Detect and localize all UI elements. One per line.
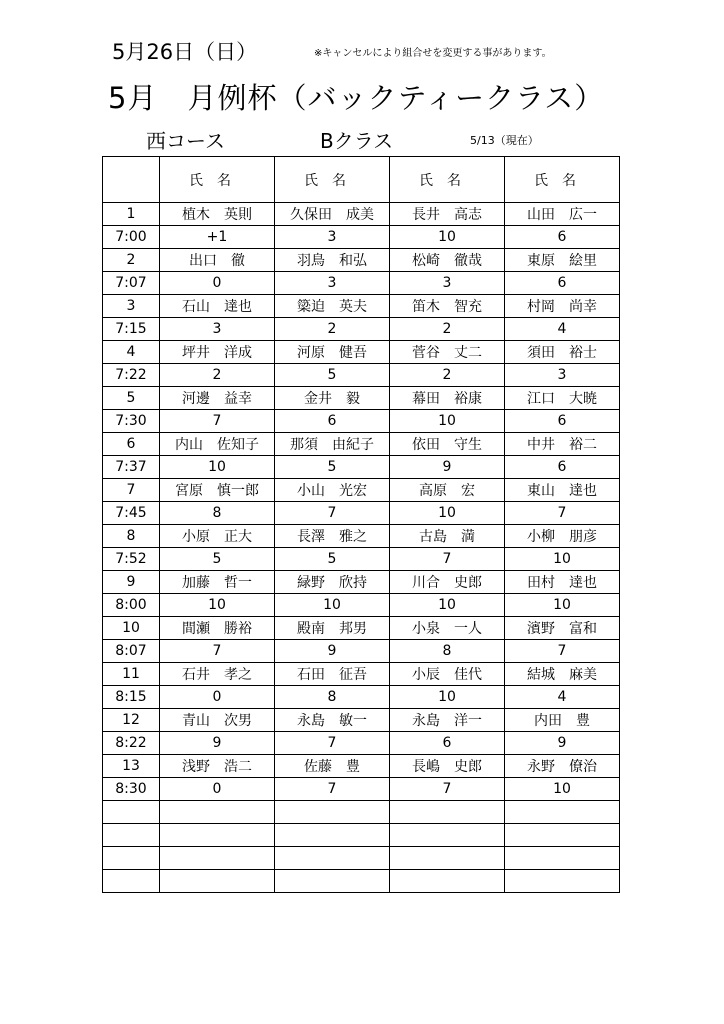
- group-handicap-row: [103, 548, 620, 571]
- group-name-row: [103, 755, 620, 778]
- tee-time: 8:30: [103, 778, 160, 801]
- name-header: 氏名: [390, 157, 505, 203]
- table-body: [103, 203, 620, 893]
- empty-player-cell: [275, 801, 390, 824]
- empty-player-cell: [160, 824, 275, 847]
- player-handicap: 7: [275, 778, 390, 801]
- player-handicap: 10: [390, 594, 505, 617]
- player-name: 長嶋 史郎: [390, 755, 505, 778]
- player-handicap: 2: [275, 318, 390, 341]
- player-handicap: 6: [505, 456, 620, 479]
- group-number: 9: [103, 571, 160, 594]
- player-name: 東山 達也: [505, 479, 620, 502]
- player-name: 東原 絵里: [505, 249, 620, 272]
- group-name-row: [103, 203, 620, 226]
- player-name: 緑野 欣持: [275, 571, 390, 594]
- group-number: 13: [103, 755, 160, 778]
- player-handicap: 10: [390, 686, 505, 709]
- group-name-row: [103, 479, 620, 502]
- event-date: 5月26日（日）: [112, 40, 258, 64]
- player-handicap: 9: [160, 732, 275, 755]
- group-handicap-row: [103, 364, 620, 387]
- player-handicap: 5: [275, 364, 390, 387]
- group-handicap-row: [103, 778, 620, 801]
- player-name: 古島 満: [390, 525, 505, 548]
- name-header: 氏名: [160, 157, 275, 203]
- group-name-row: [103, 249, 620, 272]
- empty-player-cell: [505, 824, 620, 847]
- player-handicap: 7: [505, 502, 620, 525]
- player-handicap: 10: [390, 226, 505, 249]
- player-handicap: 7: [390, 778, 505, 801]
- player-handicap: 3: [275, 226, 390, 249]
- player-name: 石山 達也: [160, 295, 275, 318]
- player-name: 永野 僚治: [505, 755, 620, 778]
- empty-group-cell: [103, 847, 160, 870]
- player-handicap: 7: [160, 640, 275, 663]
- page-title: 5月 月例杯（バックティークラス）: [108, 81, 605, 115]
- group-handicap-row: [103, 272, 620, 295]
- player-handicap: 4: [505, 686, 620, 709]
- empty-player-cell: [160, 847, 275, 870]
- player-name: 幕田 裕康: [390, 387, 505, 410]
- player-name: 内田 豊: [505, 709, 620, 732]
- group-name-row: [103, 617, 620, 640]
- tee-time: 7:22: [103, 364, 160, 387]
- player-name: 河邊 益幸: [160, 387, 275, 410]
- player-name: 中井 裕二: [505, 433, 620, 456]
- empty-row: [103, 801, 620, 824]
- player-name: 石井 孝之: [160, 663, 275, 686]
- player-name: 長澤 雅之: [275, 525, 390, 548]
- group-name-row: [103, 295, 620, 318]
- group-number: 5: [103, 387, 160, 410]
- group-number: 8: [103, 525, 160, 548]
- player-handicap: 6: [505, 272, 620, 295]
- group-number: 4: [103, 341, 160, 364]
- player-handicap: 9: [505, 732, 620, 755]
- group-number: 11: [103, 663, 160, 686]
- player-name: 永島 敏一: [275, 709, 390, 732]
- player-name: 坪井 洋成: [160, 341, 275, 364]
- tee-time: 8:07: [103, 640, 160, 663]
- player-name: 小泉 一人: [390, 617, 505, 640]
- table-header-row: [103, 157, 620, 203]
- tee-time: 8:00: [103, 594, 160, 617]
- group-handicap-row: [103, 686, 620, 709]
- tee-time: 7:30: [103, 410, 160, 433]
- player-name: 浅野 浩二: [160, 755, 275, 778]
- player-name: 羽鳥 和弘: [275, 249, 390, 272]
- empty-player-cell: [505, 870, 620, 893]
- player-name: 河原 健吾: [275, 341, 390, 364]
- empty-row: [103, 824, 620, 847]
- group-handicap-row: [103, 456, 620, 479]
- player-handicap: 6: [505, 226, 620, 249]
- group-number: 1: [103, 203, 160, 226]
- player-handicap: 7: [275, 502, 390, 525]
- player-name: 簗迫 英夫: [275, 295, 390, 318]
- player-name: 石田 征吾: [275, 663, 390, 686]
- player-name: 久保田 成美: [275, 203, 390, 226]
- player-name: 出口 徹: [160, 249, 275, 272]
- tee-time: 7:00: [103, 226, 160, 249]
- pairing-table: [102, 156, 620, 893]
- group-name-row: [103, 433, 620, 456]
- class-label: Bクラス: [320, 129, 394, 153]
- player-handicap: 7: [505, 640, 620, 663]
- player-name: 内山 佐知子: [160, 433, 275, 456]
- player-name: 間瀬 勝裕: [160, 617, 275, 640]
- player-handicap: 0: [160, 272, 275, 295]
- player-handicap: 3: [160, 318, 275, 341]
- name-header: 氏名: [275, 157, 390, 203]
- player-name: 松崎 徹哉: [390, 249, 505, 272]
- player-name: 菅谷 丈二: [390, 341, 505, 364]
- group-header-cell: [103, 157, 160, 203]
- group-number: 2: [103, 249, 160, 272]
- player-handicap: 9: [390, 456, 505, 479]
- player-name: 小山 光宏: [275, 479, 390, 502]
- player-handicap: 3: [505, 364, 620, 387]
- player-name: 宮原 慎一郎: [160, 479, 275, 502]
- empty-player-cell: [390, 870, 505, 893]
- player-name: 青山 次男: [160, 709, 275, 732]
- player-handicap: 3: [390, 272, 505, 295]
- group-name-row: [103, 387, 620, 410]
- tee-time: 7:37: [103, 456, 160, 479]
- player-name: 山田 広一: [505, 203, 620, 226]
- empty-row: [103, 870, 620, 893]
- player-name: 金井 毅: [275, 387, 390, 410]
- player-name: 田村 達也: [505, 571, 620, 594]
- player-handicap: 10: [390, 410, 505, 433]
- player-name: 村岡 尚幸: [505, 295, 620, 318]
- player-name: 那須 由紀子: [275, 433, 390, 456]
- player-name: 永島 洋一: [390, 709, 505, 732]
- group-handicap-row: [103, 318, 620, 341]
- player-handicap: 2: [390, 318, 505, 341]
- player-handicap: 5: [275, 548, 390, 571]
- name-header: 氏名: [505, 157, 620, 203]
- empty-group-cell: [103, 870, 160, 893]
- player-name: 植木 英則: [160, 203, 275, 226]
- as-of-date: 5/13（現在）: [470, 134, 539, 147]
- player-name: 依田 守生: [390, 433, 505, 456]
- player-name: 高原 宏: [390, 479, 505, 502]
- player-name: 川合 史郎: [390, 571, 505, 594]
- player-handicap: 10: [160, 456, 275, 479]
- player-handicap: 7: [160, 410, 275, 433]
- empty-player-cell: [505, 847, 620, 870]
- player-handicap: 6: [275, 410, 390, 433]
- player-handicap: 8: [160, 502, 275, 525]
- empty-player-cell: [160, 801, 275, 824]
- player-handicap: 7: [275, 732, 390, 755]
- player-handicap: 6: [390, 732, 505, 755]
- player-name: 加藤 哲一: [160, 571, 275, 594]
- group-handicap-row: [103, 732, 620, 755]
- tee-time: 7:07: [103, 272, 160, 295]
- player-handicap: 8: [275, 686, 390, 709]
- empty-player-cell: [390, 801, 505, 824]
- player-handicap: 0: [160, 778, 275, 801]
- group-number: 10: [103, 617, 160, 640]
- empty-player-cell: [390, 824, 505, 847]
- player-handicap: 10: [505, 594, 620, 617]
- player-name: 小柳 朋彦: [505, 525, 620, 548]
- empty-player-cell: [275, 870, 390, 893]
- player-name: 殿南 邦男: [275, 617, 390, 640]
- group-handicap-row: [103, 640, 620, 663]
- group-number: 12: [103, 709, 160, 732]
- empty-player-cell: [390, 847, 505, 870]
- player-handicap: 9: [275, 640, 390, 663]
- player-name: 江口 大暁: [505, 387, 620, 410]
- group-name-row: [103, 709, 620, 732]
- player-name: 長井 高志: [390, 203, 505, 226]
- player-handicap: 2: [390, 364, 505, 387]
- player-handicap: 4: [505, 318, 620, 341]
- player-handicap: 2: [160, 364, 275, 387]
- player-name: 結城 麻美: [505, 663, 620, 686]
- player-name: 小原 正大: [160, 525, 275, 548]
- group-handicap-row: [103, 502, 620, 525]
- empty-player-cell: [160, 870, 275, 893]
- empty-group-cell: [103, 824, 160, 847]
- player-handicap: 10: [505, 778, 620, 801]
- player-name: 小辰 佳代: [390, 663, 505, 686]
- course-name: 西コース: [146, 129, 225, 153]
- player-handicap: 8: [390, 640, 505, 663]
- cancellation-note: ※キャンセルにより組合せを変更する事があります。: [314, 48, 552, 59]
- player-handicap: 10: [275, 594, 390, 617]
- tee-time: 7:45: [103, 502, 160, 525]
- player-handicap: +1: [160, 226, 275, 249]
- group-number: 6: [103, 433, 160, 456]
- group-name-row: [103, 663, 620, 686]
- group-name-row: [103, 571, 620, 594]
- empty-group-cell: [103, 801, 160, 824]
- group-name-row: [103, 341, 620, 364]
- empty-player-cell: [505, 801, 620, 824]
- empty-player-cell: [275, 847, 390, 870]
- empty-player-cell: [275, 824, 390, 847]
- player-handicap: 5: [160, 548, 275, 571]
- player-handicap: 6: [505, 410, 620, 433]
- group-handicap-row: [103, 594, 620, 617]
- empty-row: [103, 847, 620, 870]
- player-handicap: 10: [160, 594, 275, 617]
- tee-time: 7:15: [103, 318, 160, 341]
- player-handicap: 5: [275, 456, 390, 479]
- tee-time: 8:22: [103, 732, 160, 755]
- group-handicap-row: [103, 226, 620, 249]
- group-handicap-row: [103, 410, 620, 433]
- tee-time: 8:15: [103, 686, 160, 709]
- player-handicap: 10: [505, 548, 620, 571]
- player-handicap: 7: [390, 548, 505, 571]
- player-name: 須田 裕士: [505, 341, 620, 364]
- group-number: 3: [103, 295, 160, 318]
- player-handicap: 10: [390, 502, 505, 525]
- group-name-row: [103, 525, 620, 548]
- player-name: 笛木 智充: [390, 295, 505, 318]
- player-handicap: 3: [275, 272, 390, 295]
- player-name: 佐藤 豊: [275, 755, 390, 778]
- tee-time: 7:52: [103, 548, 160, 571]
- group-number: 7: [103, 479, 160, 502]
- player-handicap: 0: [160, 686, 275, 709]
- player-name: 濱野 富和: [505, 617, 620, 640]
